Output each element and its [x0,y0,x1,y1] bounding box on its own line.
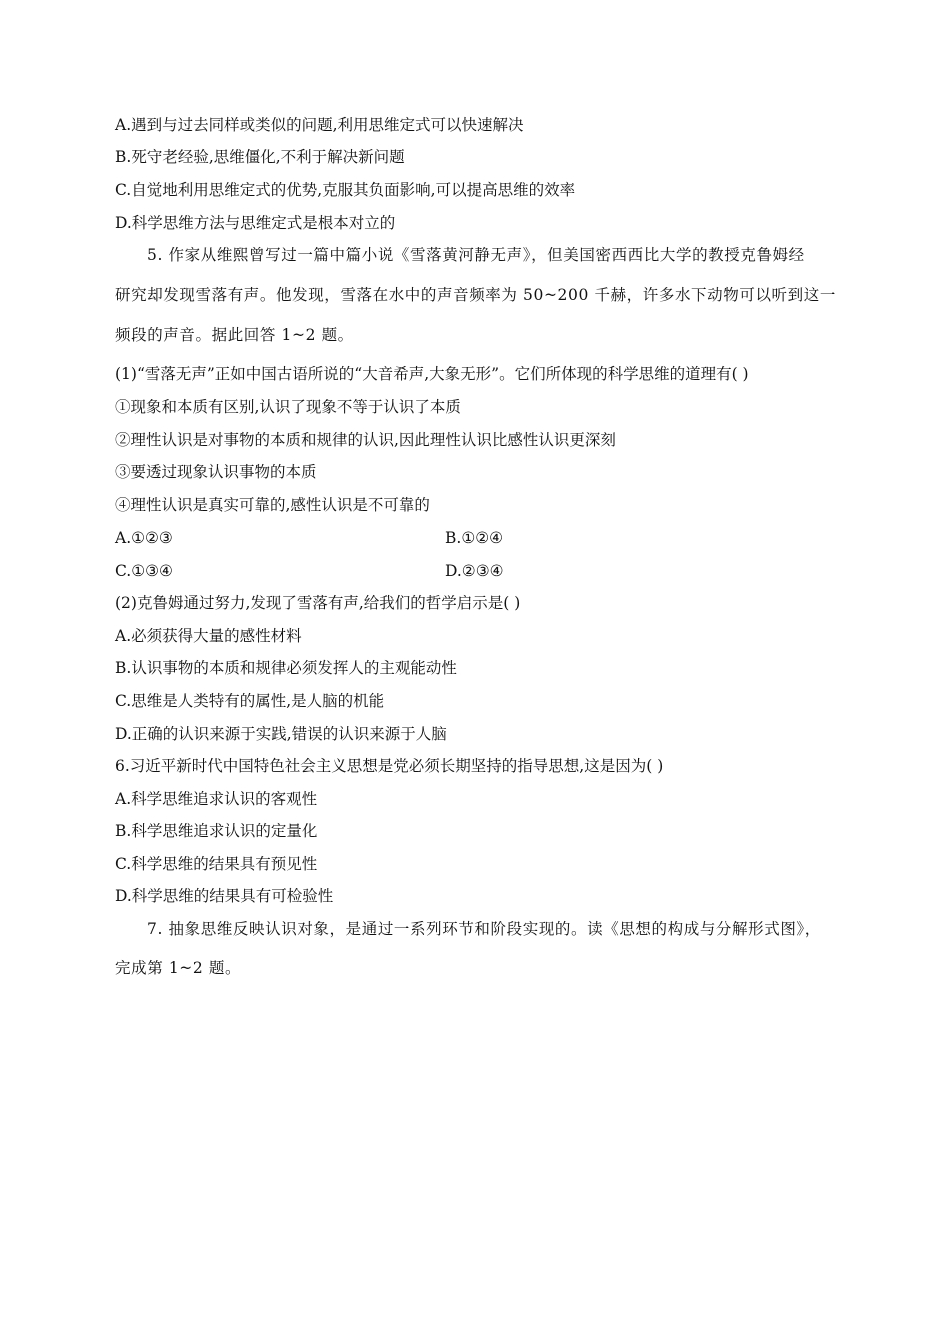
q5-sub2-option-d: D.正确的认识来源于实践,错误的认识来源于人脑 [115,725,447,743]
q5-sub2-option-c: C.思维是人类特有的属性,是人脑的机能 [115,692,385,710]
q6-option-d: D.科学思维的结果具有可检验性 [115,887,334,905]
q5-sub1-option-d: D.②③④ [445,562,504,580]
q5-sub1-option-b: B.①②④ [445,529,504,547]
option-c: C.自觉地利用思维定式的优势,克服其负面影响,可以提高思维的效率 [115,181,576,199]
q6-stem: 6.习近平新时代中国特色社会主义思想是党必须长期坚持的指导思想,这是因为( ) [115,757,664,775]
q6-option-c: C.科学思维的结果具有预见性 [115,855,318,873]
q5-sub1-option-a: A.①②③ [115,529,173,547]
option-d: D.科学思维方法与思维定式是根本对立的 [115,214,396,232]
q7-stem-line-2: 完成第 1~2 题。 [115,959,242,977]
q6-option-b: B.科学思维追求认识的定量化 [115,822,318,840]
q5-stem-line-2: 研究却发现雪落有声。他发现，雪落在水中的声音频率为 50~200 千赫，许多水下动物可以听到这一 [115,286,836,304]
q5-sub1-stem: (1)“雪落无声”正如中国古语所说的“大音希声,大象无形”。它们所体现的科学思维的道理有( ) [115,365,749,383]
q5-sub2-option-a: A.必须获得大量的感性材料 [115,627,302,645]
q5-sub1-statement-4: ④理性认识是真实可靠的,感性认识是不可靠的 [115,496,430,514]
option-b: B.死守老经验,思维僵化,不利于解决新问题 [115,148,405,166]
q5-sub1-option-c: C.①③④ [115,562,173,580]
option-a: A.遇到与过去同样或类似的问题,利用思维定式可以快速解决 [115,116,524,134]
q5-sub2-option-b: B.认识事物的本质和规律必须发挥人的主观能动性 [115,659,457,677]
q5-sub1-statement-3: ③要透过现象认识事物的本质 [115,463,317,481]
q5-sub1-statement-1: ①现象和本质有区别,认识了现象不等于认识了本质 [115,398,461,416]
q5-stem-line-3: 频段的声音。据此回答 1~2 题。 [115,326,354,344]
q6-option-a: A.科学思维追求认识的客观性 [115,790,318,808]
q5-stem-line-1: 5. 作家从维熙曾写过一篇中篇小说《雪落黄河静无声》，但美国密西西比大学的教授克鲁姆经 [147,246,805,264]
q7-stem-line-1: 7. 抽象思维反映认识对象，是通过一系列环节和阶段实现的。读《思想的构成与分解形式图》， [147,920,821,938]
q5-sub1-statement-2: ②理性认识是对事物的本质和规律的认识,因此理性认识比感性认识更深刻 [115,431,616,449]
q5-sub2-stem: (2)克鲁姆通过努力,发现了雪落有声,给我们的哲学启示是( ) [115,594,521,612]
